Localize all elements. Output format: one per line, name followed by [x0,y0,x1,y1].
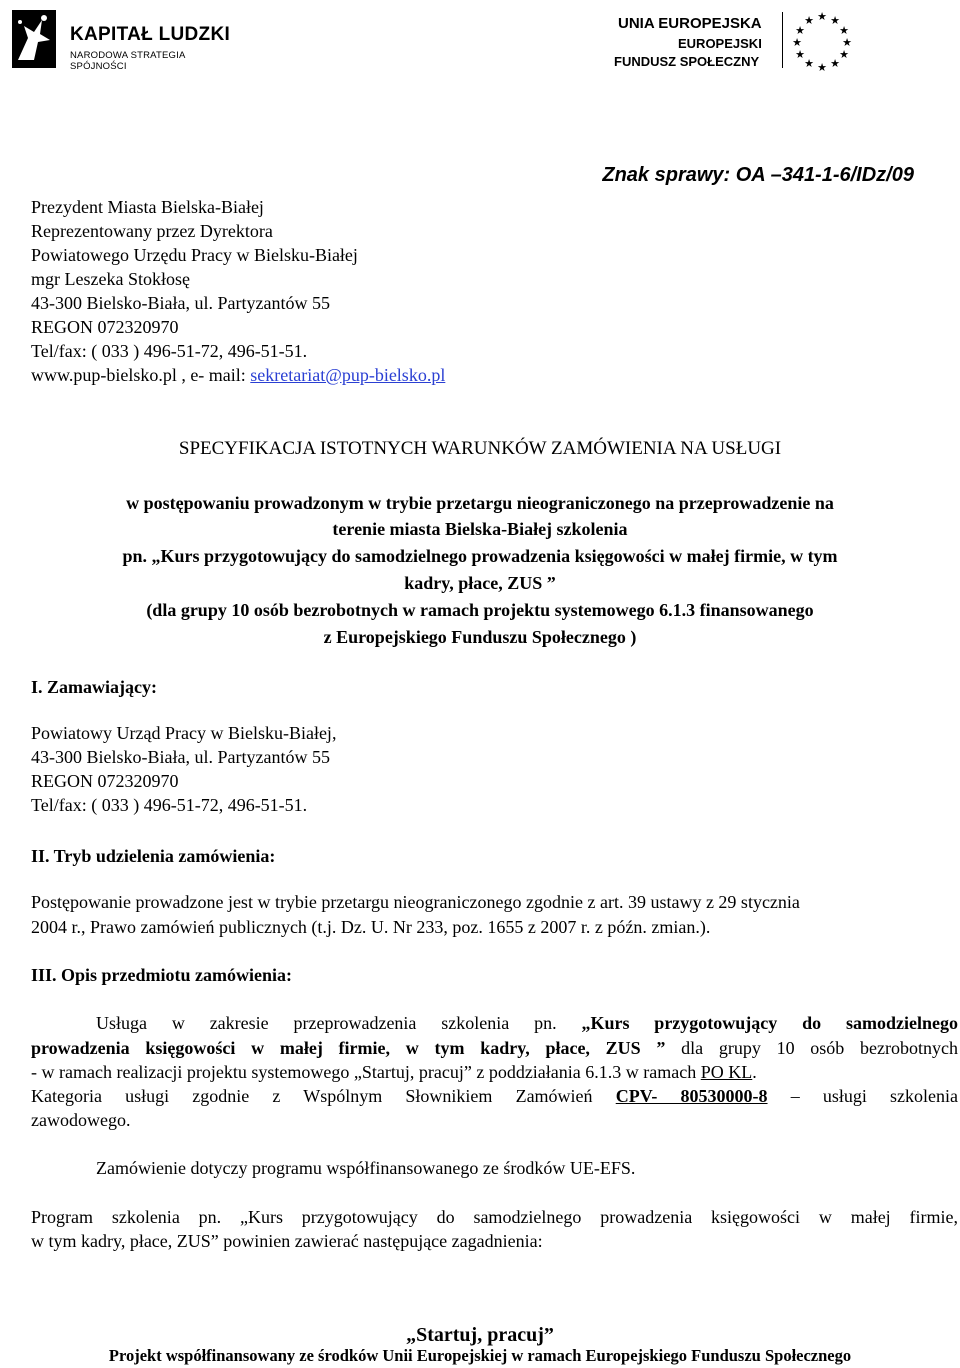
eu-logo-line3: FUNDUSZ SPOŁECZNY [614,54,760,69]
section2-line: Postępowanie prowadzone jest w trybie przetargu nieograniczonego zgodnie z art. 39 ustawy z 29 stycznia [31,892,800,912]
sender-contact-line [31,364,445,386]
svg-text:★: ★ [795,24,805,37]
section3-paragraph1-line: zawodowego. [31,1110,131,1130]
sender-line: Powiatowego Urzędu Pracy w Bielsku-Białej [31,245,358,265]
p1-text: . [752,1062,757,1082]
p1-course-name-cont: prowadzenia księgowości w małej firmie, w tym kadry, płace, ZUS ” [31,1038,666,1058]
sender-www-text: www.pup-bielsko.pl , e- mail: [31,365,251,385]
svg-text:★: ★ [842,36,852,49]
section1-heading: I. Zamawiający: [31,677,157,697]
section3-paragraph2: Zamówienie dotyczy programu współfinansowanego ze środków UE-EFS. [96,1158,636,1178]
kapital-ludzki-title: KAPITAŁ LUDZKI [70,24,231,45]
p1-text: Usługa w zakresie przeprowadzenia szkolenia pn. [96,1013,582,1033]
sender-line: Tel/fax: ( 033 ) 496-51-72, 496-51-51. [31,341,308,361]
svg-text:★: ★ [839,48,849,61]
section3-paragraph1-line [96,1012,958,1034]
kapital-ludzki-logo [4,4,244,76]
svg-text:★: ★ [804,57,814,70]
sender-line: 43-300 Bielsko-Biała, ul. Partyzantów 55 [31,293,330,313]
section3-paragraph3-line: w tym kadry, płace, ZUS” powinien zawierać następujące zagadnienia: [31,1231,543,1251]
p1-course-name: „Kurs przygotowujący do samodzielnego [581,1013,958,1033]
title-line: pn. „Kurs przygotowujący do samodzielnego prowadzenia księgowości w małej firmie, w tym [122,546,838,566]
title-line: z Europejskiego Funduszu Społecznego ) [323,627,637,647]
footer-slogan: „Startuj, pracuj” [406,1324,554,1346]
title-line: w postępowaniu prowadzonym w trybie przetargu nieograniczonego na przeprowadzenie na [126,493,834,513]
section1-line: REGON 072320970 [31,771,179,791]
eu-logo-line1: UNIA EUROPEJSKA [618,15,762,32]
document-title: SPECYFIKACJA ISTOTNYCH WARUNKÓW ZAMÓWIENIA NA USŁUGI [178,438,782,459]
p1-text: - w ramach realizacji projektu systemowego „Startuj, pracuj” z poddziałania 6.1.3 w ramach [31,1062,701,1082]
eu-stars-icon [790,8,854,72]
svg-text:★: ★ [817,61,827,72]
section3-paragraph1-line [31,1061,757,1083]
svg-text:★: ★ [830,57,840,70]
title-line: (dla grupy 10 osób bezrobotnych w ramach projektu systemowego 6.1.3 finansowanego [146,600,814,620]
sender-line: mgr Leszeka Stokłosę [31,269,190,289]
sender-line: REGON 072320970 [31,317,179,337]
title-line: kadry, płace, ZUS ” [404,573,556,593]
eu-logo-line2: EUROPEJSKI [678,36,762,51]
svg-text:★: ★ [839,24,849,37]
footer-project-note: Projekt współfinansowany ze środków Unii Europejskiej w ramach Europejskiego Funduszu Społecznego [108,1346,852,1365]
section3-paragraph1-line [31,1085,958,1107]
sender-line: Prezydent Miasta Bielska-Białej [31,197,264,217]
section1-line: Tel/fax: ( 033 ) 496-51-72, 496-51-51. [31,795,308,815]
eu-logo-divider [782,12,783,68]
case-number: Znak sprawy: OA –341-1-6/IDz/09 [602,164,914,186]
p1-text: dla grupy 10 osób bezrobotnych [665,1038,958,1058]
cpv-code: CPV- 80530000-8 [615,1086,768,1106]
svg-text:★: ★ [795,48,805,61]
section1-line: 43-300 Bielsko-Biała, ul. Partyzantów 55 [31,747,330,767]
kapital-ludzki-subtitle: NARODOWA STRATEGIA SPÓJNOŚCI [70,50,185,72]
eu-efs-logo [610,4,940,76]
section1-line: Powiatowy Urząd Pracy w Bielsku-Białej, [31,723,337,743]
section3-paragraph3-line: Program szkolenia pn. „Kurs przygotowujący do samodzielnego prowadzenia księgowości w małej firmie, [31,1207,958,1227]
kapital-ludzki-emblem-icon [4,4,64,74]
po-kl-text: PO KL [700,1062,753,1082]
svg-text:★: ★ [830,14,840,27]
title-line: terenie miasta Bielska-Białej szkolenia [332,519,628,539]
svg-text:★: ★ [792,36,802,49]
section2-heading: II. Tryb udzielenia zamówienia: [31,846,276,866]
sender-line: Reprezentowany przez Dyrektora [31,221,273,241]
svg-text:★: ★ [817,10,827,23]
p1-text: Kategoria usługi zgodnie z Wspólnym Słownikiem Zamówień [31,1086,616,1106]
section3-heading: III. Opis przedmiotu zamówienia: [31,965,292,985]
sender-email-link[interactable]: sekretariat@pup-bielsko.pl [250,365,446,385]
section2-line: 2004 r., Prawo zamówień publicznych (t.j. Dz. U. Nr 233, poz. 1655 z 2007 r. z późn. zmian.). [31,917,711,937]
p1-text: – usługi szkolenia [767,1086,958,1106]
section3-paragraph1-line [31,1037,958,1059]
svg-text:★: ★ [804,14,814,27]
